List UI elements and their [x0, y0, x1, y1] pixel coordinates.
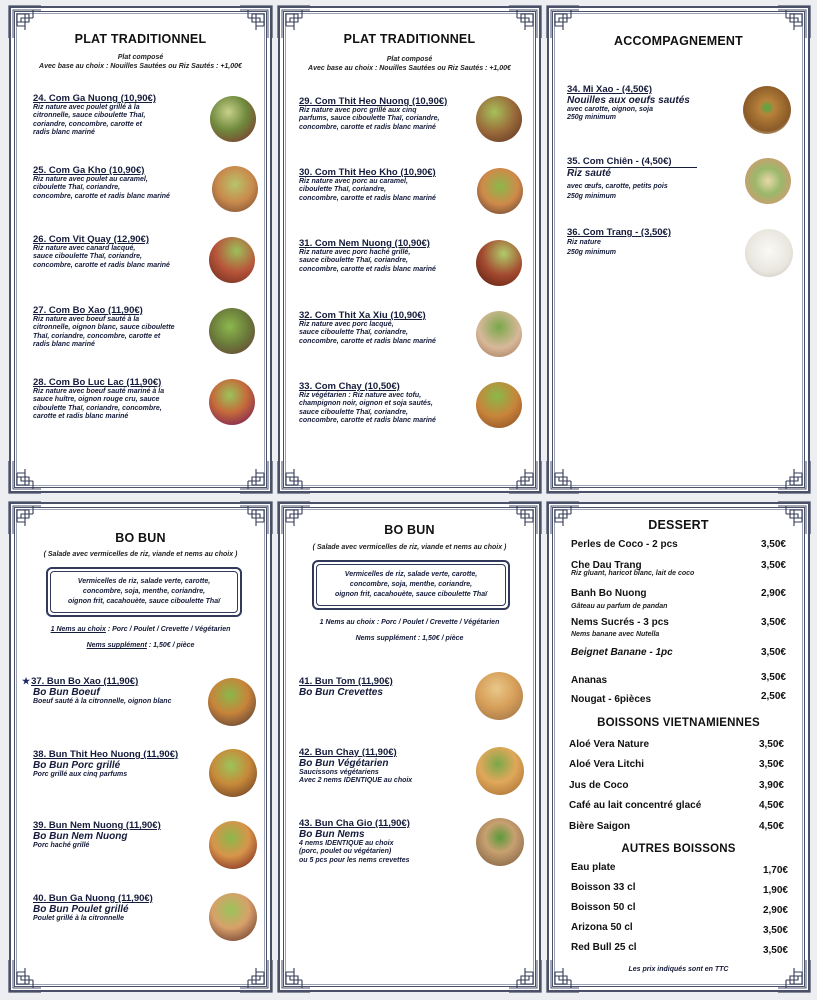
dessert-item[interactable]: Nems Sucrés - 3 pcs Nems banane avec Nutella 3,50€: [571, 617, 786, 638]
section-subtitle: Avec base au choix : Nouilles Sautées ou Riz Sautés : +1,00€: [308, 65, 511, 72]
item-subtitle: Bo Bun Nem Nuong: [33, 831, 128, 842]
ornament-corner-icon: [240, 500, 274, 534]
item-subtitle: Bo Bun Porc grillé: [33, 760, 121, 771]
ornament-corner-icon: [276, 500, 310, 534]
dish-photo: [209, 893, 257, 941]
item-name: 27. Com Bo Xao (11,90€): [33, 305, 143, 316]
section-title: DESSERT: [648, 518, 709, 532]
dessert-item[interactable]: Ananas 3,50€: [571, 672, 786, 686]
dish-photo: [476, 747, 524, 795]
ornament-corner-icon: [509, 960, 543, 994]
item-desc: Riz nature avec porc haché grillé, sauce ciboulette Thaï, coriandre, concombre, carotte et radis blanc mariné: [299, 249, 436, 273]
item-desc: Riz nature avec porc lacqué, sauce ciboulette Thaï, coriandre, concombre, carotte et radis blanc mariné: [299, 321, 436, 345]
dish-photo: [476, 818, 524, 866]
item-name: 41. Bun Tom (11,90€): [299, 676, 393, 687]
item-subtitle: Bo Bun Crevettes: [299, 687, 383, 698]
panel-plat-traditionnel-2: [278, 6, 541, 493]
item-desc: Riz nature 250g minimum: [567, 239, 617, 256]
section-title: PLAT TRADITIONNEL: [343, 32, 476, 46]
ornament-corner-icon: [240, 461, 274, 495]
ornament-corner-icon: [7, 461, 41, 495]
dish-photo: [477, 168, 523, 214]
drink-item[interactable]: Aloé Vera Nature 3,50€: [569, 739, 784, 750]
item-desc: Riz nature avec porc au caramel, ciboulette Thaï, coriandre, concombre, carotte et radis blanc mariné: [299, 178, 436, 202]
drink-item[interactable]: Boisson 33 cl 1,90€: [571, 882, 788, 896]
item-name: 43. Bun Cha Gio (11,90€): [299, 818, 410, 829]
ornament-corner-icon: [545, 960, 579, 994]
drink-item[interactable]: Eau plate 1,70€: [571, 862, 788, 876]
nems-supplement-note: Nems supplément : 1,50€ / pièce: [86, 642, 195, 649]
item-name: 42. Bun Chay (11,90€): [299, 747, 397, 758]
drink-item[interactable]: Arizona 50 cl 3,50€: [571, 922, 788, 936]
panel-bo-bun-2: [278, 502, 541, 992]
dessert-item[interactable]: Banh Bo Nuong Gâteau au parfum de pandan 2,90€: [571, 588, 786, 610]
item-name: 24. Com Ga Nuong (10,90€): [33, 93, 157, 104]
panel-accompagnement: [547, 6, 810, 493]
ornament-corner-icon: [276, 960, 310, 994]
item-name: ★37. Bun Bo Xao (11,90€): [22, 676, 139, 687]
item-name: 26. Com Vit Quay (12,90€): [33, 234, 149, 245]
ornament-corner-icon: [7, 960, 41, 994]
nems-supplement-note: Nems supplément : 1,50€ / pièce: [355, 635, 464, 642]
item-desc: Riz végétarien : Riz nature avec tofu, champignon noir, oignon et soja sautés, sauce ciboulette Thaï, coriandre, concombre, carotte et radis blanc mariné: [299, 392, 436, 425]
dish-photo: [209, 379, 255, 425]
dish-photo: [209, 308, 255, 354]
section-subtitle: Plat composé: [386, 56, 433, 63]
dish-photo: [209, 237, 255, 283]
item-desc: Saucissons végétariens Avec 2 nems IDENTIQUE au choix: [299, 769, 413, 785]
item-name: 36. Com Trang - (3,50€): [567, 227, 672, 238]
section-subtitle: ( Salade avec vermicelles de riz, viande et nems au choix ): [43, 551, 238, 558]
item-desc: Porc grillé aux cinq parfums: [33, 771, 128, 778]
dish-photo: [209, 749, 257, 797]
item-desc: avec carotte, oignon, soja 250g minimum: [567, 106, 653, 122]
ornament-corner-icon: [778, 4, 812, 38]
dish-photo: [745, 229, 793, 277]
item-subtitle: Bo Bun Nems: [299, 829, 365, 840]
drink-item[interactable]: Café au lait concentré glacé 4,50€: [569, 800, 784, 811]
dish-photo: [209, 821, 257, 869]
drink-item[interactable]: Boisson 50 cl 2,90€: [571, 902, 788, 916]
dessert-item[interactable]: Beignet Banane - 1pc 3,50€: [571, 647, 786, 658]
drink-item[interactable]: Red Bull 25 cl 3,50€: [571, 942, 788, 956]
dish-photo: [475, 672, 523, 720]
star-icon: ★: [22, 676, 31, 686]
item-desc: Boeuf sauté à la citronnelle, oignon blanc: [33, 698, 172, 705]
dish-photo: [212, 166, 258, 212]
ornament-corner-icon: [509, 461, 543, 495]
section-title: ACCOMPAGNEMENT: [614, 34, 743, 48]
ingredients-box: Vermicelles de riz, salade verte, carotte, concombre, soja, menthe, coriandre, oignon frit, cacahouète, sauce ciboulette Thaï: [46, 567, 242, 617]
item-desc: Porc haché grillé: [33, 842, 90, 849]
section-title: BO BUN: [115, 531, 166, 545]
section-title: BOISSONS VIETNAMIENNES: [597, 717, 760, 729]
item-name: 25. Com Ga Kho (10,90€): [33, 165, 145, 176]
item-name: 28. Com Bo Luc Lac (11,90€): [33, 377, 162, 388]
ornament-corner-icon: [545, 500, 579, 534]
item-desc: Riz nature avec boeuf sauté mariné à la sauce huître, oignon rouge cru, sauce ciboulette Thaï, coriandre, concombre, carotte et radis blanc mariné: [33, 388, 165, 421]
dessert-item[interactable]: Nougat - 6pièces 2,50€: [571, 691, 786, 705]
item-name: 32. Com Thit Xa Xiu (10,90€): [299, 310, 426, 321]
item-desc: 4 nems IDENTIQUE au choix (porc, poulet ou végétarien) ou 5 pcs pour les nems crevettes: [299, 840, 410, 864]
item-desc: Riz nature avec poulet au caramel, ciboulette Thaï, coriandre, concombre, carotte et radis blanc mariné: [33, 176, 170, 200]
dessert-item[interactable]: Perles de Coco - 2 pcs 3,50€: [571, 539, 786, 550]
section-subtitle: Avec base au choix : Nouilles Sautées ou Riz Sautés : +1,00€: [39, 63, 242, 70]
dessert-item[interactable]: Che Dau Trang Riz gluant, haricot blanc, lait de coco 3,50€: [571, 560, 786, 577]
panel-bo-bun-1: [9, 502, 272, 992]
dish-photo: [476, 382, 522, 428]
nems-choice-note: 1 Nems au choix : Porc / Poulet / Crevette / Végétarien: [50, 626, 231, 633]
item-subtitle: Bo Bun Poulet grillé: [33, 904, 129, 915]
dish-photo: [743, 86, 791, 134]
item-name: 35. Com Chiên - (4,50€): [567, 156, 697, 168]
ornament-corner-icon: [240, 960, 274, 994]
ornament-corner-icon: [545, 461, 579, 495]
dish-photo: [476, 240, 522, 286]
ornament-corner-icon: [778, 500, 812, 534]
section-title: AUTRES BOISSONS: [621, 843, 736, 855]
item-subtitle: Bo Bun Boeuf: [33, 687, 100, 698]
drink-item[interactable]: Jus de Coco 3,90€: [569, 780, 784, 791]
dish-photo: [476, 311, 522, 357]
dish-photo: [210, 96, 256, 142]
ornament-corner-icon: [276, 4, 310, 38]
item-subtitle: Riz sauté: [567, 168, 611, 179]
item-name: 40. Bun Ga Nuong (11,90€): [33, 893, 153, 904]
nems-choice-note: 1 Nems au choix : Porc / Poulet / Crevette / Végétarien: [319, 619, 500, 626]
item-name: 39. Bun Nem Nuong (11,90€): [33, 820, 161, 831]
panel-plat-traditionnel-1: [9, 6, 272, 493]
section-title: BO BUN: [384, 523, 435, 537]
drink-item[interactable]: Bière Saigon 4,50€: [569, 821, 784, 832]
ornament-corner-icon: [240, 4, 274, 38]
panel-dessert-boissons: [547, 502, 810, 992]
item-name: 38. Bun Thit Heo Nuong (11,90€): [33, 749, 179, 760]
ornament-corner-icon: [7, 500, 41, 534]
item-desc: Poulet grillé à la citronnelle: [33, 915, 125, 922]
item-subtitle: Bo Bun Végétarien: [299, 758, 389, 769]
ornament-corner-icon: [509, 4, 543, 38]
ornament-corner-icon: [276, 461, 310, 495]
item-desc: avec œufs, carotte, petits pois 250g minimum: [567, 183, 668, 200]
section-title: PLAT TRADITIONNEL: [74, 32, 207, 46]
ornament-corner-icon: [7, 4, 41, 38]
ornament-corner-icon: [509, 500, 543, 534]
item-name: 31. Com Nem Nuong (10,90€): [299, 238, 430, 249]
ingredients-box: Vermicelles de riz, salade verte, carotte, concombre, soja, menthe, coriandre, oignon frit, cacahouète, sauce ciboulette Thaï: [312, 560, 510, 610]
ornament-corner-icon: [545, 4, 579, 38]
ornament-corner-icon: [778, 461, 812, 495]
item-subtitle: Nouilles aux oeufs sautés: [567, 95, 690, 106]
dish-photo: [745, 158, 791, 204]
price-footer-note: Les prix indiqués sont en TTC: [628, 966, 729, 973]
ornament-corner-icon: [778, 960, 812, 994]
item-desc: Riz nature avec boeuf sauté à la citronnelle, oignon blanc, sauce ciboulette Thaï, coriandre, concombre, carotte et radis blanc mariné: [33, 316, 175, 349]
dish-photo: [208, 678, 256, 726]
item-desc: Riz nature avec poulet grillé à la citronnelle, sauce ciboulette Thaï, coriandre, concombre, carotte et radis blanc mariné: [33, 104, 146, 137]
section-subtitle: Plat composé: [117, 54, 164, 61]
drink-item[interactable]: Aloé Vera Litchi 3,50€: [569, 759, 784, 770]
item-desc: Riz nature avec canard lacqué, sauce ciboulette Thaï, coriandre, concombre, carotte et radis blanc mariné: [33, 245, 170, 269]
item-name: 33. Com Chay (10,50€): [299, 381, 400, 392]
item-desc: Riz nature avec porc grillé aux cinq parfums, sauce ciboulette Thaï, coriandre, concombre, carotte et radis blanc mariné: [299, 107, 440, 131]
section-subtitle: ( Salade avec vermicelles de riz, viande et nems au choix ): [312, 544, 507, 551]
item-name: 29. Com Thit Heo Nuong (10,90€): [299, 96, 448, 107]
item-name: 34. Mi Xao - (4,50€): [567, 84, 653, 95]
dish-photo: [476, 96, 522, 142]
item-name: 30. Com Thit Heo Kho (10,90€): [299, 167, 436, 178]
